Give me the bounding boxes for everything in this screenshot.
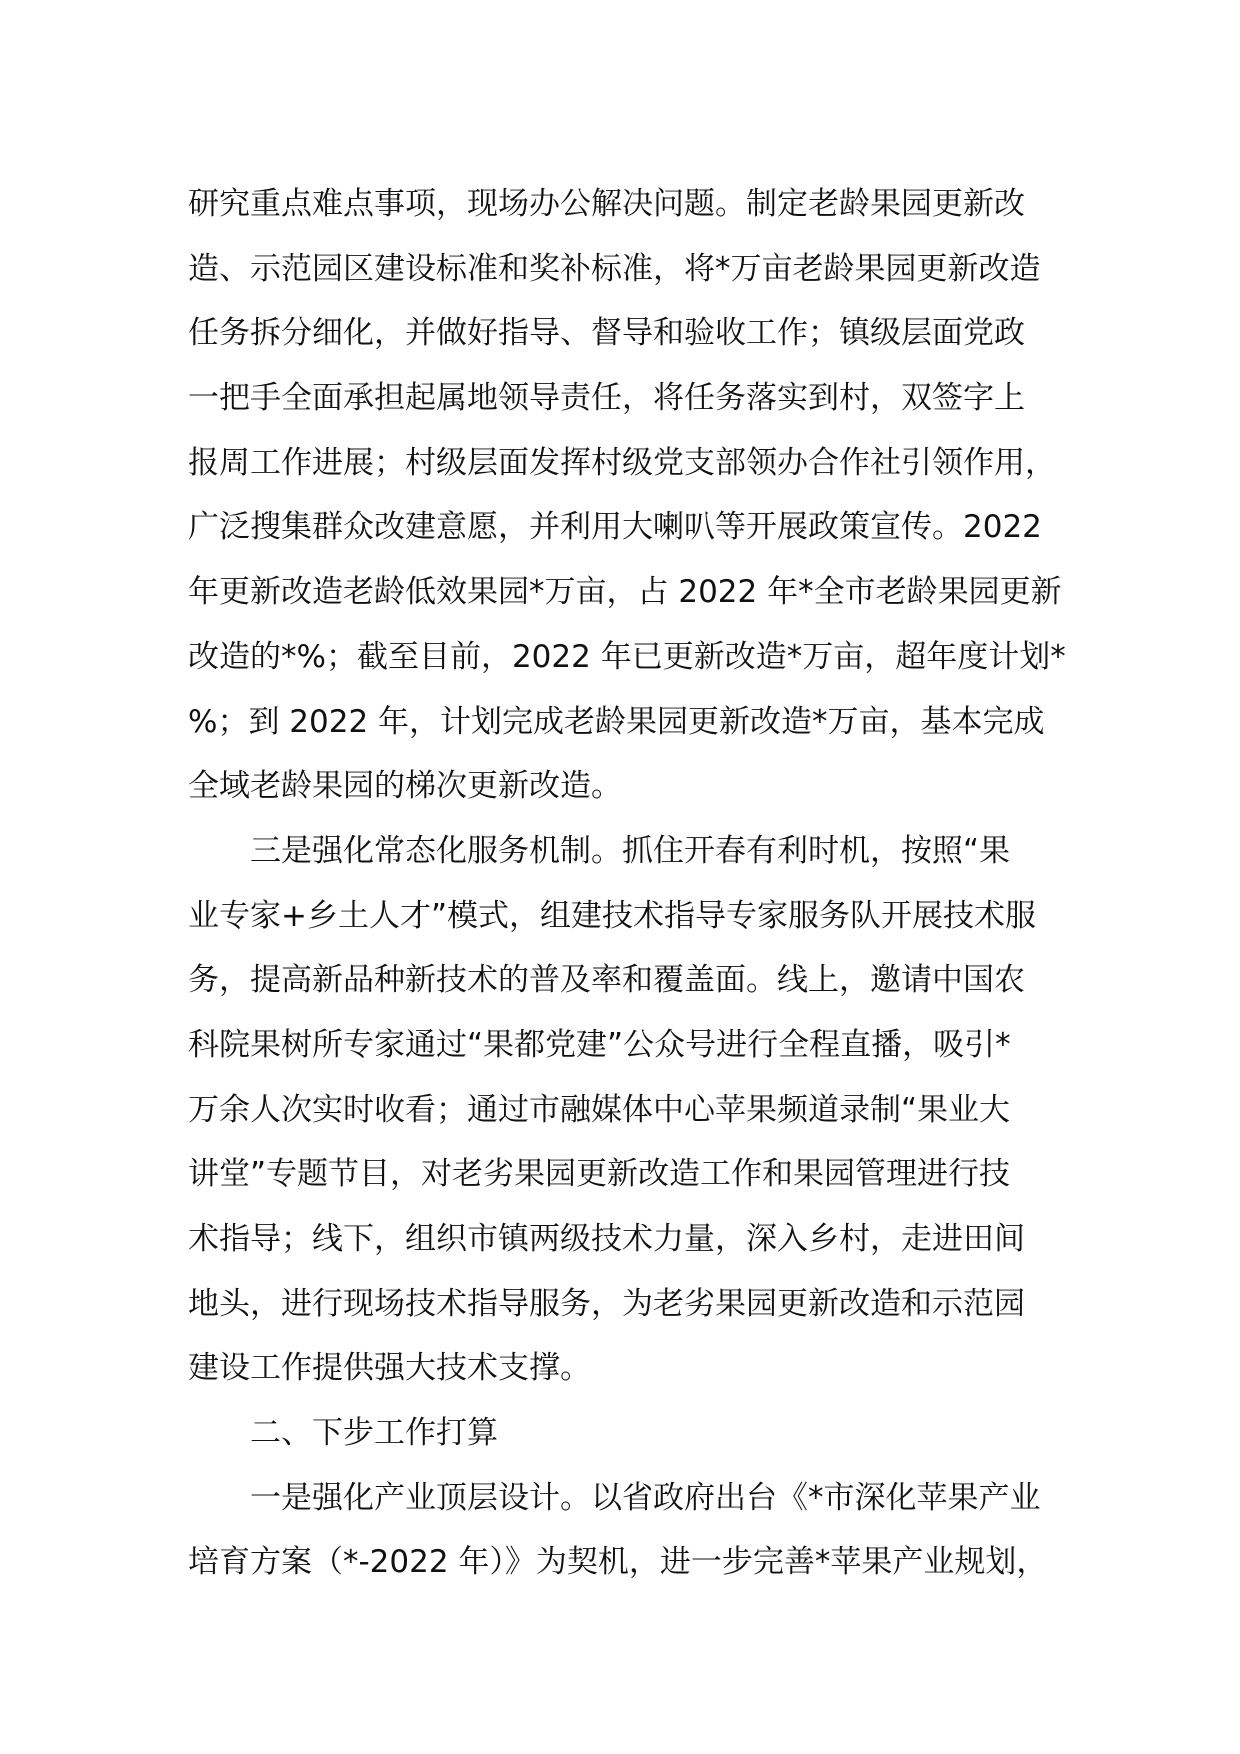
text-line: 建设工作提供强大技术支撑。: [188, 1350, 591, 1387]
text-line: 任务拆分细化，并做好指导、督导和验收工作；镇级层面党政: [188, 315, 1025, 352]
text-line: 研究重点难点事项，现场办公解决问题。制定老龄果园更新改: [188, 186, 1025, 222]
text-line: 二、下步工作打算: [250, 1415, 498, 1452]
text-line: 万余人次实时收看；通过市融媒体中心苹果频道录制“果业大: [188, 1091, 1011, 1128]
text-line: 业专家+乡土人才”模式，组建技术指导专家服务队开展技术服: [188, 897, 1037, 934]
text-line: 报周工作进展；村级层面发挥村级党支部领办合作社引领作用，: [188, 444, 1056, 481]
text-line: 一是强化产业顶层设计。以省政府出台《*市深化苹果产业: [250, 1479, 1041, 1516]
text-line: 一把手全面承担起属地领导责任，将任务落实到村，双签字上: [188, 380, 1025, 417]
text-line: 广泛搜集群众改建意愿，并利用大喇叭等开展政策宣传。2022: [188, 509, 1042, 546]
text-line: 全域老龄果园的梯次更新改造。: [188, 768, 622, 805]
text-line: 地头，进行现场技术指导服务，为老劣果园更新改造和示范园: [188, 1285, 1025, 1322]
text-line: 年更新改造老龄低效果园*万亩，占 2022 年*全市老龄果园更新: [188, 574, 1062, 611]
text-line: 三是强化常态化服务机制。抓住开春有利时机，按照“果: [250, 832, 1011, 869]
text-line: %；到 2022 年，计划完成老龄果园更新改造*万亩，基本完成: [188, 703, 1045, 740]
document-body: [188, 172, 1088, 1595]
text-line: 科院果树所专家通过“果都党建”公众号进行全程直播，吸引*: [188, 1026, 1011, 1063]
text-line: 改造的*%；截至目前，2022 年已更新改造*万亩，超年度计划*: [188, 638, 1066, 675]
text-line: 造、示范园区建设标准和奖补标准，将*万亩老龄果园更新改造: [188, 250, 1041, 287]
text-line: 培育方案（*-2022 年）》为契机，进一步完善*苹果产业规划，: [188, 1544, 1048, 1581]
text-line: 术指导；线下，组织市镇两级技术力量，深入乡村，走进田间: [188, 1221, 1025, 1257]
text-line: 讲堂”专题节目，对老劣果园更新改造工作和果园管理进行技: [188, 1156, 1011, 1193]
text-line: 务，提高新品种新技术的普及率和覆盖面。线上，邀请中国农: [188, 962, 1025, 999]
